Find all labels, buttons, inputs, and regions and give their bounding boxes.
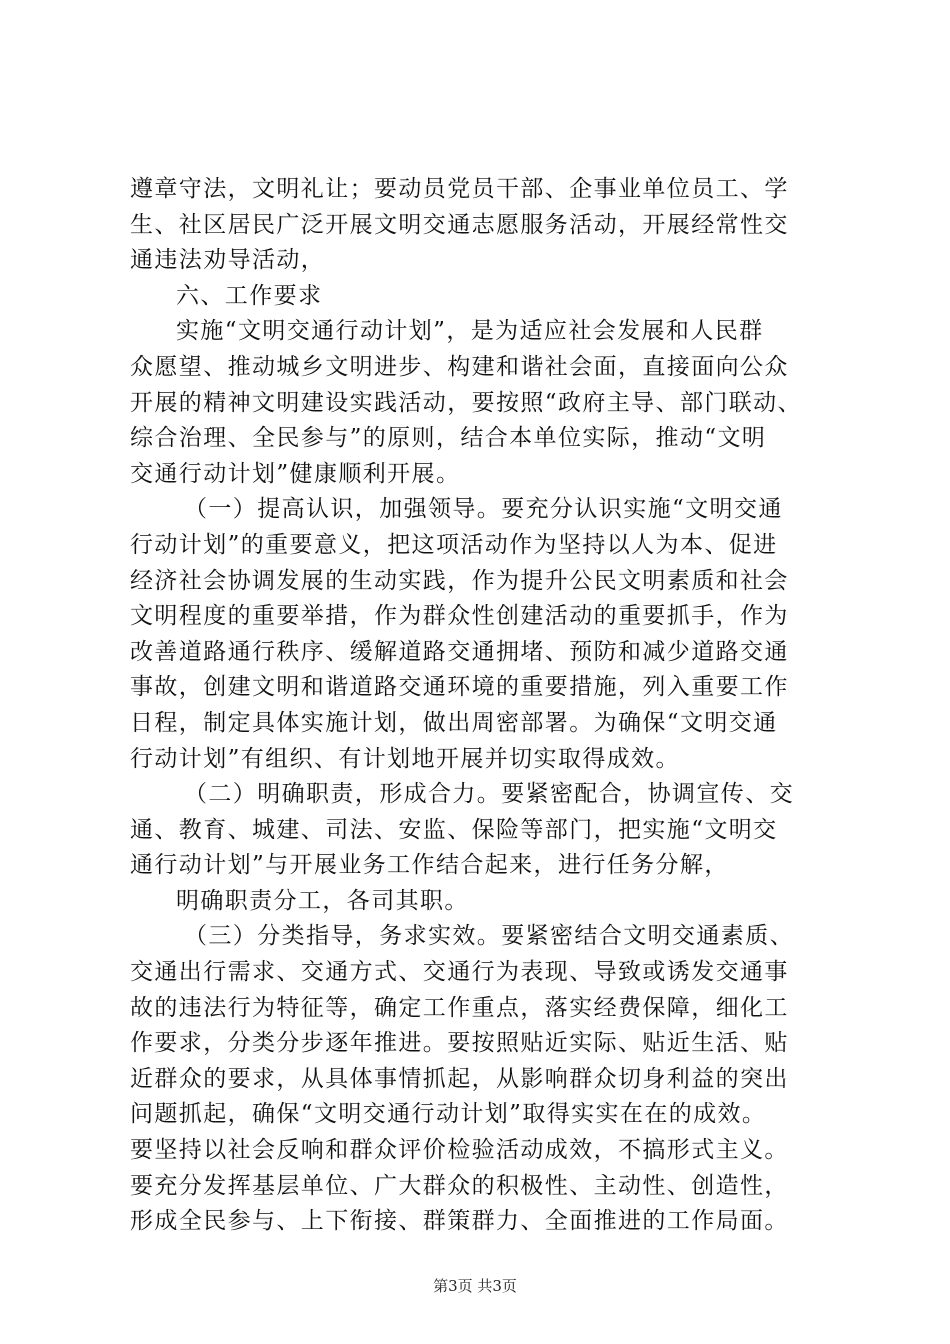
text-line: 综合治理、全民参与”的原则，结合本单位实际，推动“文明 [130, 425, 767, 452]
text-line: 交通行动计划”健康顺利开展。 [130, 460, 461, 487]
text-line: 作要求，分类分步逐年推进。要按照贴近实际、贴近生活、贴 [130, 1030, 789, 1057]
text-line: 通违法劝导活动， [130, 247, 326, 274]
text-line: 要坚持以社会反响和群众评价检验活动成效，不搞形式主义。 [130, 1137, 789, 1164]
text-line: 要充分发挥基层单位、广大群众的积极性、主动性、创造性， [130, 1172, 789, 1199]
text-line: 文明程度的重要举措，作为群众性创建活动的重要抓手，作为 [130, 603, 789, 630]
text-line: 日程，制定具体实施计划，做出周密部署。为确保“文明交通 [130, 709, 778, 736]
text-line: 生、社区居民广泛开展文明交通志愿服务活动，开展经常性交 [130, 211, 789, 238]
text-line: 经济社会协调发展的生动实践，作为提升公民文明素质和社会 [130, 567, 789, 594]
text-line: 故的违法行为特征等，确定工作重点，落实经费保障，细化工 [130, 994, 789, 1021]
text-line: 近群众的要求，从具体事情抓起，从影响群众切身利益的突出 [130, 1065, 789, 1092]
text-line: 通、教育、城建、司法、安监、保险等部门，把实施“文明交 [130, 816, 778, 843]
text-line: 遵章守法，文明礼让；要动员党员干部、企事业单位员工、学 [130, 176, 789, 202]
subsection-line: （一）提高认识，加强领导。要充分认识实施“文明交通 [184, 496, 783, 523]
text-line: 明确职责分工，各司其职。 [176, 887, 469, 914]
document-body [130, 172, 830, 1240]
text-line: 行动计划”的重要意义，把这项活动作为坚持以人为本、促进 [130, 531, 778, 558]
text-line: 众愿望、推动城乡文明进步、构建和谐社会面，直接面向公众 [130, 353, 789, 380]
text-line: 改善道路通行秩序、缓解道路交通拥堵、预防和减少道路交通 [130, 638, 789, 665]
text-line: 行动计划”有组织、有计划地开展并切实取得成效。 [130, 745, 680, 772]
section-heading: 六、工作要求 [176, 282, 323, 309]
subsection-line: （三）分类指导，务求实效。要紧密结合文明交通素质、 [184, 923, 794, 950]
text-line: 问题抓起，确保“文明交通行动计划”取得实实在在的成效。 [130, 1101, 767, 1128]
text-line: 交通出行需求、交通方式、交通行为表现、导致或诱发交通事 [130, 959, 789, 986]
text-line: 通行动计划”与开展业务工作结合起来，进行任务分解， [130, 852, 729, 879]
text-line: 事故，创建文明和谐道路交通环境的重要措施，列入重要工作 [130, 674, 789, 701]
text-line: 开展的精神文明建设实践活动，要按照“政府主导、部门联动、 [130, 389, 802, 416]
text-line: 形成全民参与、上下衔接、群策群力、全面推进的工作局面。 [130, 1208, 789, 1235]
subsection-line: （二）明确职责，形成合力。要紧密配合，协调宣传、交 [184, 781, 794, 808]
text-line: 实施“文明交通行动计划”，是为适应社会发展和人民群 [176, 318, 764, 345]
page-number-footer: 第3页 共3页 [433, 1277, 517, 1295]
